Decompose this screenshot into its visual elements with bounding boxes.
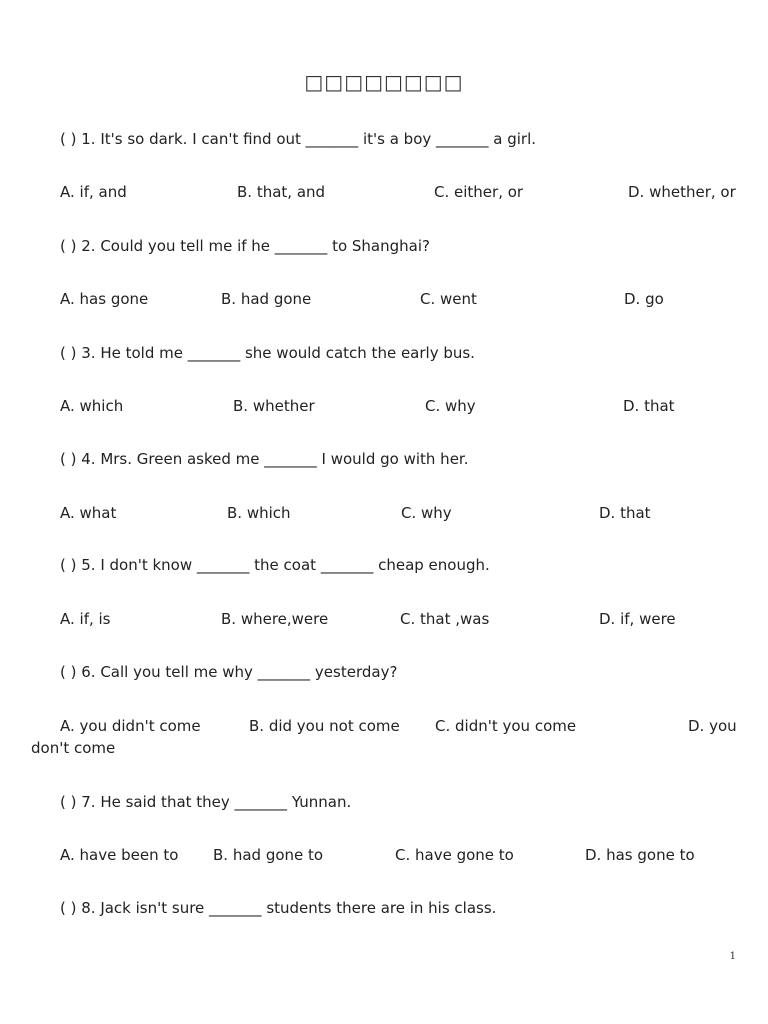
q1-option-c: C. either, or bbox=[434, 183, 524, 201]
q2-option-c: C. went bbox=[420, 290, 477, 308]
q2-option-a: A. has gone bbox=[60, 290, 149, 308]
q3-option-d: D. that bbox=[623, 397, 675, 415]
q3-option-b: B. whether bbox=[233, 397, 315, 415]
q7-option-d: D. has gone to bbox=[585, 846, 695, 864]
page-title: □□□□□□□□ bbox=[304, 70, 464, 94]
q6-option-d-continued: don't come bbox=[31, 739, 116, 757]
q6-option-a: A. you didn't come bbox=[60, 717, 201, 735]
question-2: ( ) 2. Could you tell me if he _______ to Shanghai? bbox=[60, 237, 430, 255]
q5-option-a: A. if, is bbox=[60, 610, 111, 628]
q4-option-b: B. which bbox=[227, 504, 291, 522]
q7-option-c: C. have gone to bbox=[395, 846, 514, 864]
question-6: ( ) 6. Call you tell me why _______ yesterday? bbox=[60, 663, 398, 681]
q3-option-c: C. why bbox=[425, 397, 476, 415]
q5-option-b: B. where,were bbox=[221, 610, 329, 628]
q2-option-d: D. go bbox=[624, 290, 664, 308]
q7-option-a: A. have been to bbox=[60, 846, 179, 864]
question-3: ( ) 3. He told me _______ she would catch the early bus. bbox=[60, 344, 475, 362]
question-1: ( ) 1. It's so dark. I can't find out _______ it's a boy _______ a girl. bbox=[60, 130, 537, 148]
q7-option-b: B. had gone to bbox=[213, 846, 324, 864]
q5-option-c: C. that ,was bbox=[400, 610, 490, 628]
question-7: ( ) 7. He said that they _______ Yunnan. bbox=[60, 793, 352, 811]
q6-option-c: C. didn't you come bbox=[435, 717, 577, 735]
q6-option-b: B. did you not come bbox=[249, 717, 400, 735]
question-4: ( ) 4. Mrs. Green asked me _______ I would go with her. bbox=[60, 450, 469, 468]
page-number: 1 bbox=[729, 951, 736, 962]
q4-option-c: C. why bbox=[401, 504, 452, 522]
q6-option-d: D. you bbox=[688, 717, 737, 735]
question-8: ( ) 8. Jack isn't sure _______ students there are in his class. bbox=[60, 899, 497, 917]
q2-option-b: B. had gone bbox=[221, 290, 312, 308]
q1-option-a: A. if, and bbox=[60, 183, 127, 201]
q5-option-d: D. if, were bbox=[599, 610, 676, 628]
q1-option-d: D. whether, or bbox=[628, 183, 736, 201]
q3-option-a: A. which bbox=[60, 397, 124, 415]
q4-option-a: A. what bbox=[60, 504, 117, 522]
question-5: ( ) 5. I don't know _______ the coat _______ cheap enough. bbox=[60, 556, 490, 574]
q1-option-b: B. that, and bbox=[237, 183, 326, 201]
q4-option-d: D. that bbox=[599, 504, 651, 522]
